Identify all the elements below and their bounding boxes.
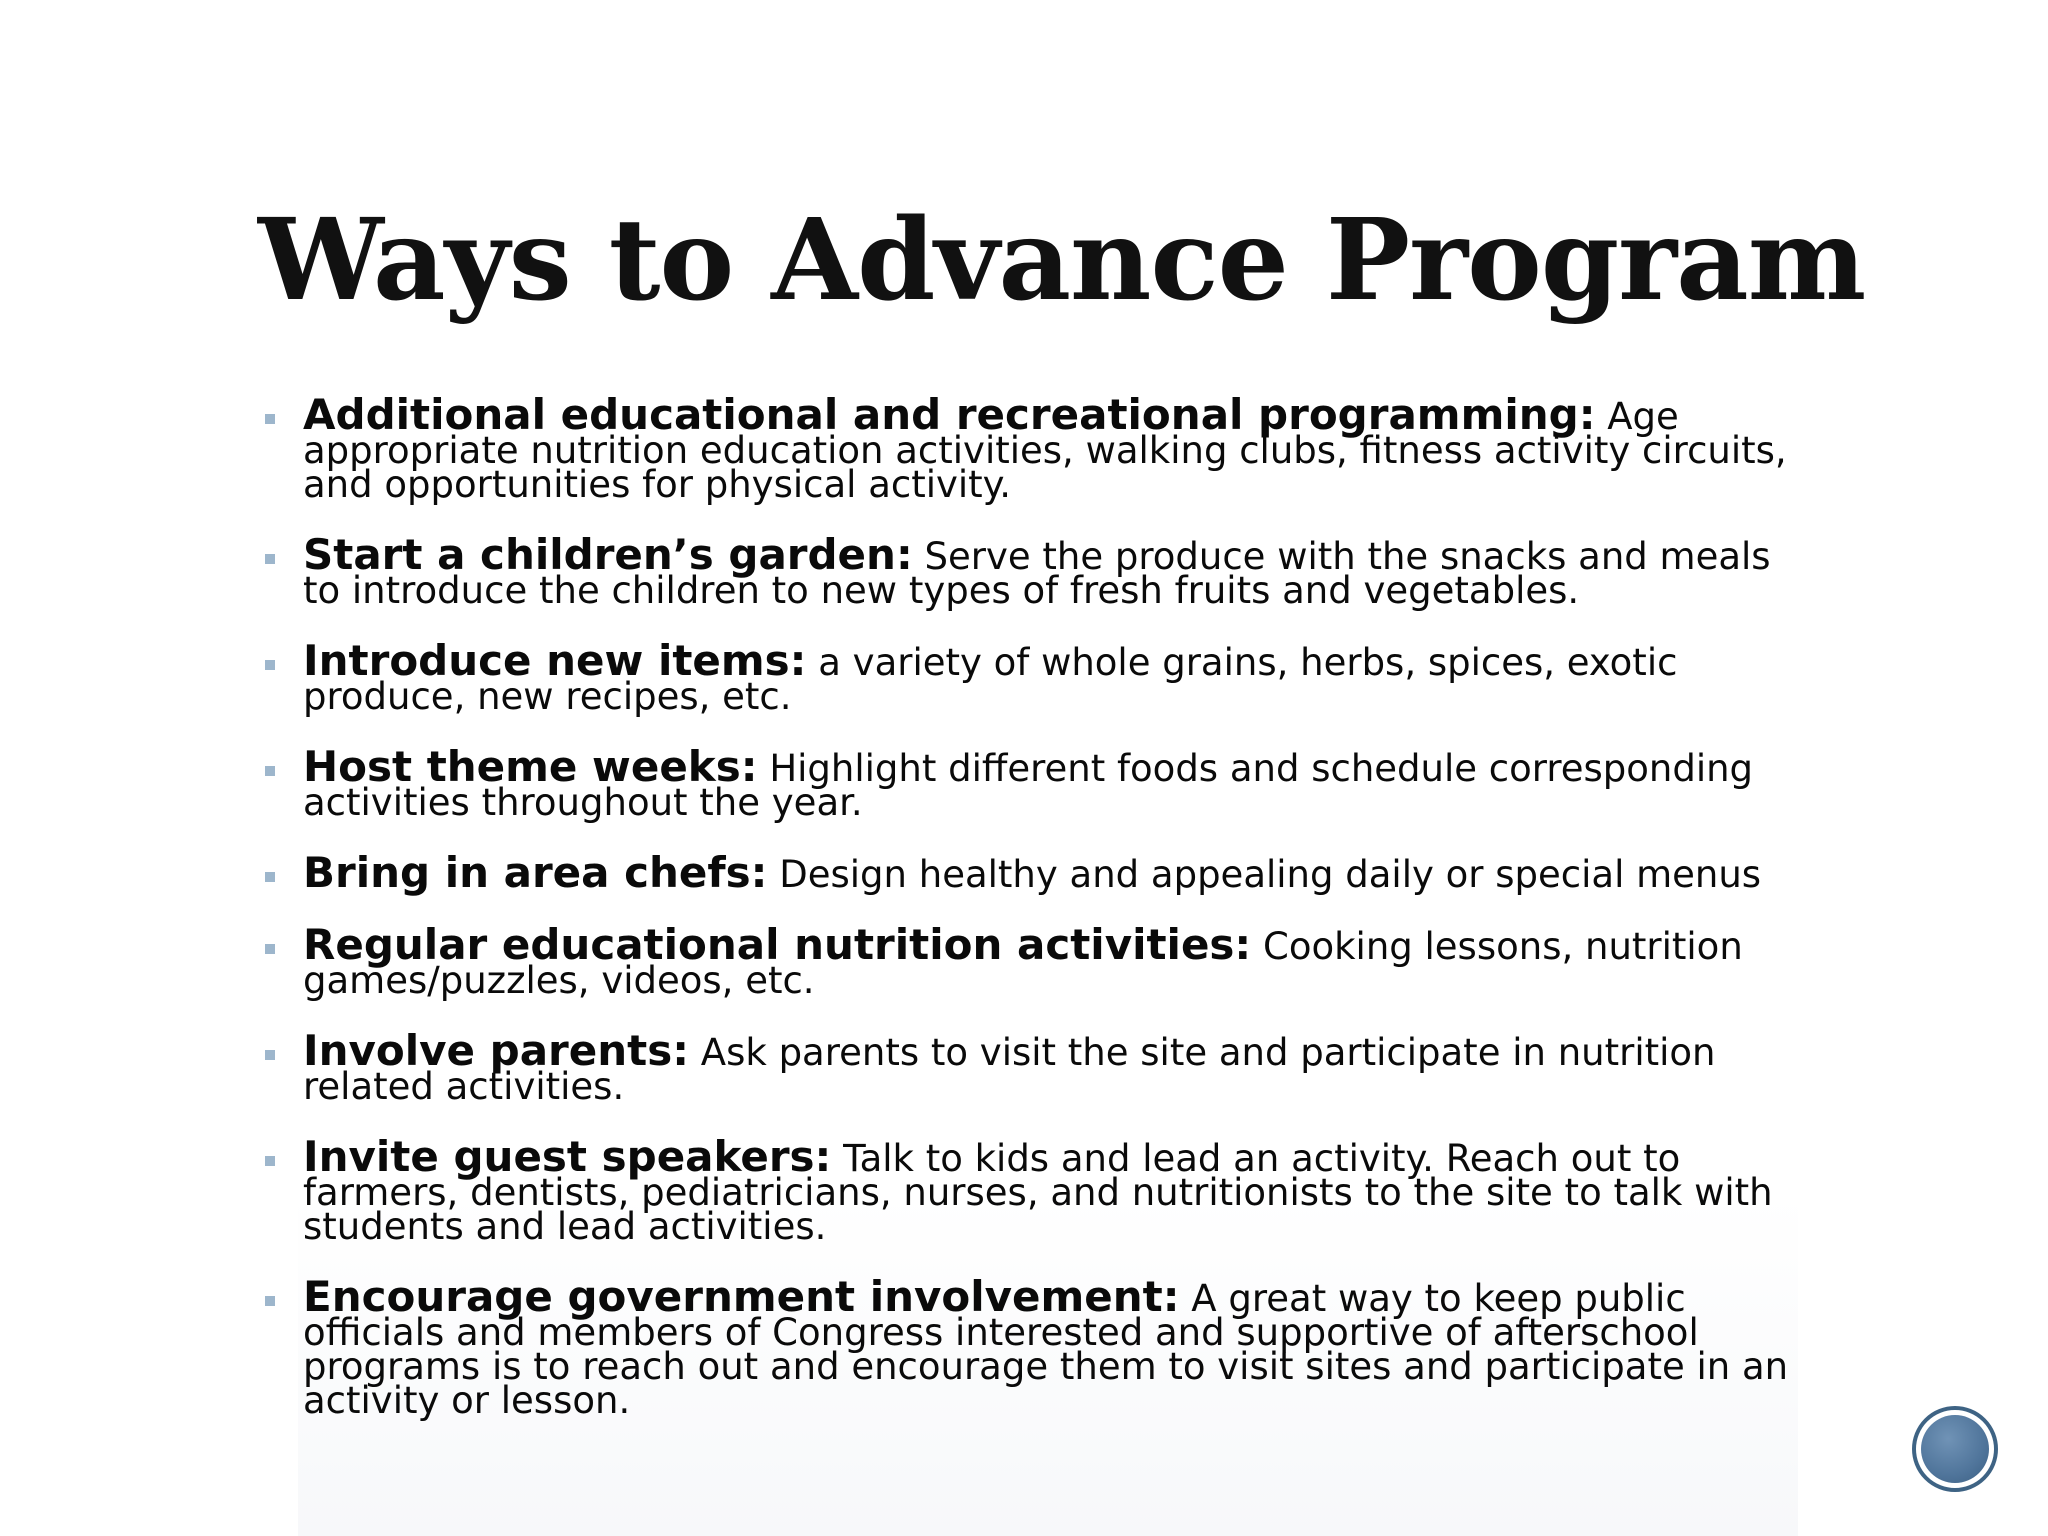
square-bullet-icon [265, 554, 275, 564]
bullet-text [303, 636, 1802, 718]
bullet-body: Age appropriate nutrition education activities, walking clubs, fitness activity circuits, and opportunities for physical activity. [303, 395, 1787, 506]
square-bullet-icon [265, 872, 275, 882]
square-bullet-icon [265, 1050, 275, 1060]
bullet-heading: Invite guest speakers: [303, 1132, 832, 1181]
bullet-item [262, 920, 1802, 1002]
bullet-item [262, 1026, 1802, 1108]
bullet-body: Ask parents to visit the site and participate in nutrition related activities. [303, 1031, 1716, 1108]
bullet-item [262, 390, 1802, 506]
bullet-heading: Regular educational nutrition activities: [303, 920, 1252, 969]
bullet-item [262, 1132, 1802, 1248]
bullet-heading: Introduce new items: [303, 636, 807, 685]
bullet-item [262, 1272, 1802, 1422]
bullet-body: A great way to keep public officials and members of Congress interested and supportive of afterschool programs is to reach out and encourage them to visit sites and participate in an activity or lesson. [303, 1277, 1789, 1422]
bullet-body: Talk to kids and lead an activity. Reach out to farmers, dentists, pediatricians, nurses, and nutritionists to the site to talk with students and lead activities. [303, 1137, 1773, 1248]
bullet-text [303, 530, 1802, 612]
bullet-body: Cooking lessons, nutrition games/puzzles, videos, etc. [303, 925, 1743, 1002]
square-bullet-icon [265, 766, 275, 776]
square-bullet-icon [265, 1296, 275, 1306]
bullet-heading: Host theme weeks: [303, 742, 758, 791]
bullet-heading: Involve parents: [303, 1026, 690, 1075]
nav-button-fill [1921, 1415, 1989, 1483]
bullet-heading: Start a children’s garden: [303, 530, 913, 579]
bullet-body: Highlight different foods and schedule corresponding activities throughout the year. [303, 747, 1754, 824]
bullet-heading: Bring in area chefs: [303, 848, 768, 897]
square-bullet-icon [265, 944, 275, 954]
bullet-item [262, 848, 1802, 897]
bullet-body: Design healthy and appealing daily or special menus [779, 853, 1762, 896]
bullet-text [303, 742, 1802, 824]
bullet-text [303, 1132, 1802, 1248]
bullet-heading: Encourage government involvement: [303, 1272, 1180, 1321]
bullet-item [262, 742, 1802, 824]
bullet-text [303, 390, 1802, 506]
bullet-item [262, 636, 1802, 718]
bullet-item [262, 530, 1802, 612]
slide-title: Ways to Advance Program [258, 195, 1866, 326]
bullet-text [303, 920, 1802, 1002]
bullet-body: a variety of whole grains, herbs, spices, exotic produce, new recipes, etc. [303, 641, 1678, 718]
bullet-list [262, 390, 1802, 1454]
bullet-text [303, 1272, 1802, 1422]
circle-nav-button-icon[interactable] [1912, 1406, 1998, 1492]
square-bullet-icon [265, 414, 275, 424]
square-bullet-icon [265, 1156, 275, 1166]
square-bullet-icon [265, 660, 275, 670]
bullet-body: Serve the produce with the snacks and meals to introduce the children to new types of fresh fruits and vegetables. [303, 535, 1771, 612]
bullet-heading: Additional educational and recreational programming: [303, 390, 1596, 439]
bullet-text [303, 1026, 1802, 1108]
bullet-text [303, 848, 1802, 897]
